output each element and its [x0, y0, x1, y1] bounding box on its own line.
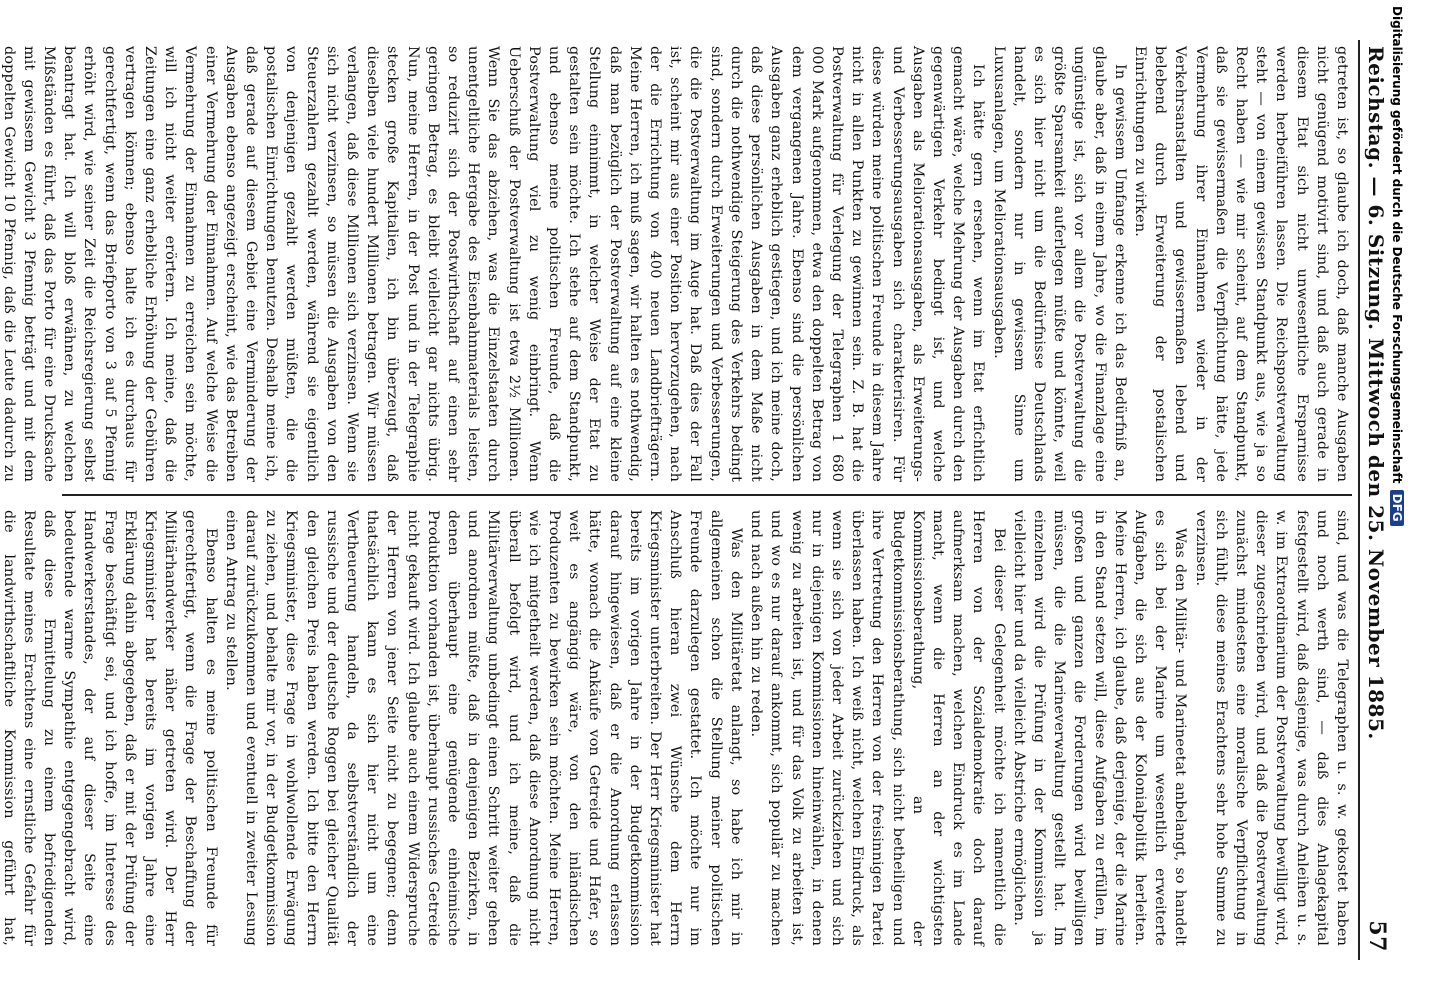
paragraph: Ebenso halten es meine politischen Freunde für gerechtfertigt, wenn die Frage der Beschaffung der Militärhandwerker näher getreten wird. Der Herr Kriegsminister hat bereits im vorigen Jahre eine Erklärung dahin abgegeben, daß er mit der Prüfung der Frage beschäftigt sei, und ich hoffe, im Interesse des Handwerkerstandes, der auf dieser Seite eine bedeutende warme Sympathie entgegengebracht wird, daß diese Ermittelung zu einem befriedigenden Resultate meines Erachtens eine ernstliche Gefahr für die landwirthschaftliche Kommission geführt hat,: [0, 510, 219, 946]
paragraph: Bei dieser Gelegenheit möchte ich namentlich die Herren von der Sozialdemokratie doch darauf aufmerksam machen, welchen Eindruck es im Lande macht, wenn die Herren an der wichtigsten Kommissionsberathung, an der Budgetkommissionsberathung, sich nicht betheiligen und ihre Vertretung den Herren von der freisinnigen Partei überlassen haben. Ich weiß nicht, welchen Eindruck, als wenn sie sich von jeder Arbeit zurückziehen und sich nur in diejenigen Kommissionen hineinwählen, in denen wenig zu arbeiten ist, und für das Volk zu arbeiten ist, und wo es nur darauf ankommt, sich populär zu machen und nach außen hin zu reden.: [748, 510, 1007, 946]
paragraph: Was den Militäretat anlangt, so habe ich mir in allgemeinen schon die Stellung meiner politischen Freunde darzulegen gestattet. Ich möchte nur im Anschluß hieran zwei Wünsche dem Herrn Kriegsminister unterbreiten. Der Herr Kriegsminister hat bereits im vorigen Jahre in der Budgetkommission darauf hingewiesen, daß er die Anordnung erlassen hätte, wonach die Ankäufe von Getreide und Hafer, so weit es angängig wäre, von den inländischen Produzenten zu bewirken sein möchten. Meine Herren, wie ich mitgetheilt werden, daß diese Anordnung nicht überall befolgt wird, und ich meine, daß die Militärverwaltung unbedingt einen Schritt weiter gehen und anordnen müßte, daß in denjenigen Bezirken, in denen überhaupt eine genügende einheimische Produktion vorhanden ist, überhaupt russisches Getreide nicht gekauft wird. Ich glaube auch einem Widerspruche der Herren von jener Seite nicht zu begegnen; denn thatsächlich kann es sich hier nicht um eine Vertheuerung handeln, da selbstverständlich der russische und der deutsche Roggen bei gleicher Qualität den gleichen Preis haben werden. Ich bitte den Herrn Kriegsminister, diese Frage in wohlwollende Erwägung zu ziehen, und behalte mir vor, in der Budgetkommission darauf zurückzukommen und eventuell in zweiter Lesung einen Antrag zu stellen.: [222, 510, 744, 946]
dfg-logo: DFG: [1390, 490, 1404, 526]
text-column-left: [0, 46, 1352, 482]
page-number: 57: [1364, 920, 1390, 952]
header-title: Reichstag. — 6. Sitzung. Mittwoch den 25. November 1885.: [1364, 46, 1388, 740]
paragraph: getreten ist, so glaube ich doch, daß manche Ausgaben nicht genügend motivirt sind, und daß auch gerade in diesem Etat sich nicht unwesentliche Ersparnisse werden herbeiführen lassen. Die Reichspostverwaltung steht — von einem gewissen Standpunkt aus, wie ja so Recht haben — wie mir scheint, auf dem Standpunkt, daß sie gewissermaßen die Verpflichtung hätte, jede Vermehrung ihrer Einnahmen wieder in der Verkehrsanstalten und gewissermaßen lebend und belebend durch Erweiterung der postalischen Einrichtungen zu wirken.: [1131, 46, 1350, 482]
paragraph: In gewissem Umfange erkenne ich das Bedürfniß an, glaube aber, daß in einem Jahre, wo die Finanzlage eine ungünstige ist, sich vor allem die Postverwaltung die größte Sparsamkeit auferlegen müßte und könnte, weil es sich hier nicht um die Bedürfnisse Deutschlands handelt, sondern nur in gewissem Sinne um Luxusanlagen, um Meliorationsausgaben.: [990, 46, 1128, 482]
digitization-credit: [1382, 6, 1404, 996]
scanned-page: [0, 40, 1392, 960]
column-divider: [62, 494, 1352, 496]
text-column-right: [0, 510, 1352, 946]
paragraph: sind, und was die Telegraphen u. s. w. gekostet haben und noch werth sind, — daß dies Anlagekapital festgestellt wird, daß dasjenige, was durch Anleihen u. s. w. im Extraordinarium der Postverwaltung bewilligt wird, dieser zugeschrieben wird, und daß die Postverwaltung zunächst mindestens eine moralische Verpflichtung in sich fühlt, diese meines Erachtens sehr hohe Summe zu verzinsen.: [1192, 510, 1350, 946]
header-rule: [1358, 40, 1360, 960]
paragraph: Ich hätte gern ersehen, wenn im Etat erfichtlich gemacht wäre, welche Mehrung der Ausgaben durch den gegenwärtigen Verkehr bedingt ist, und welche Ausgaben als Meliorationsausgaben, als Erweiterungs- und Verbesserungsausgaben sich charakterisiren. Für diese würden meine politischen Freunde in diesem Jahre nicht in allen Punkten zu gewinnen sein. Z. B. hat die Postverwaltung für Verlegung der Telegraphen 1 680 000 Mark aufgenommen, etwa den doppelten Betrag von dem vergangenen Jahre. Ebenso sind die persönlichen Ausgaben ganz erheblich gestiegen, und ich meine doch, daß diese persönlichen Ausgaben in dem Maße nicht durch die nothwendige Steigerung des Verkehrs bedingt sind, sondern durch Erweiterungen und Verbesserungen, die die Postverwaltung im Auge hat. Daß dies der Fall ist, scheint mir aus einer Position hervorzugehen, nach der die Errichtung von 400 neuen Landbriefträgern. Meine Herren, ich muß sagen, wir halten es nothwendig, daß man bezüglich der Postverwaltung auf eine kleine Stellung einnimmt, in welcher Weise der Etat zu gestalten sein möchte. Ich stehe auf dem Standpunkt, und ebenso meine politischen Freunde, daß die Postverwaltung viel zu wenig einbringt. Wenn Ueberschuß der Postverwaltung ist etwa 2½ Millionen. Wenn Sie das abziehen, was die Einzelstaaten durch unentgeltliche Hergabe des Eisenbahnmaterials leisten, so reduzirt sich der Postwirthschaft auf einen sehr geringen Betrag, es bleibt vielleicht gar nichts übrig. Nun, meine Herren, in der Post und in der Telegraphie stecken große Kapitalien, ich bin überzeugt, daß dieselben viele hundert Millionen betragen. Wir müssen verlangen, daß diese Millionen sich verzinsen. Wenn sie sich nicht verzinsen, so müssen die Ausgaben von den Steuerzahlern gezahlt werden, während sie eigentlich von denjenigen gezahlt werden müßten, die die postalischen Einrichtungen benutzen. Deshalb meine ich, daß gerade auf diesem Gebiet eine Verminderung der Ausgaben ebenso angezeigt erscheint, wie das Betreiben einer Vermehrung der Einnahmen. Auf welche Weise die Vermehrung der Einnahmen zu erreichen sein möchte, will ich nicht weiter erörtern. Ich meine, daß die Zeitungen eine ganz erhebliche Erhöhung der Gebühren vertragen können; ebenso halte ich es durchaus für gerechtfertigt, wenn das Briefporto von 3 auf 5 Pfennig erhöht wird, wie seiner Zeit die Reichsregierung selbst beantragt hat. Ich will bloß erwähnen, zu welchen Mißständen es führt, daß das Porto für eine Drucksache mit gewissem Gewicht 3 Pfennig beträgt und mit dem doppelten Gewicht 10 Pfennig, daß die Leute dadurch zu: [0, 46, 987, 482]
credit-text: Digitalisierung gefördert durch die Deutsche Forschungsgemeinschaft: [1390, 6, 1404, 484]
paragraph: Was den Militär- und Marineetat anbelangt, so handelt es sich bei der Marine um wesentlich erweiterte Aufgaben, die sich aus der Kolonialpolitik herleiten. Meine Herren, ich glaube, daß derjenige, der die Marine in den Stand setzen will, diese Aufgaben zu erfüllen, im großen und ganzen die Forderungen wird bewilligen müssen, die die Marineverwaltung gestellt hat. Im einzelnen wird die Prüfung in der Kommission ja vielleicht hier und da vielleicht Abstriche ermöglichen.: [1010, 510, 1189, 946]
